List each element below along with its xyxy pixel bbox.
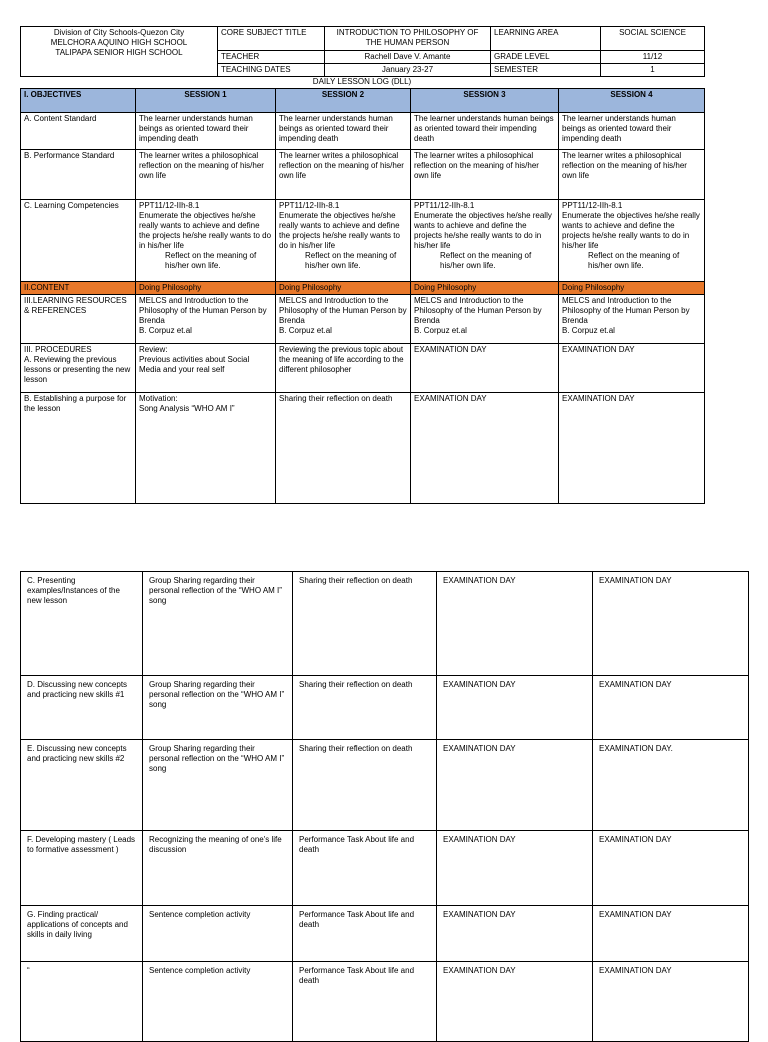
content-standard-label: A. Content Standard	[21, 113, 136, 150]
content-s2: Doing Philosophy	[276, 282, 411, 295]
competency-enumerate: Enumerate the objectives he/she really wants to achieve and define the projects he/she really wants to do in his/her life	[279, 211, 400, 250]
header-table	[20, 26, 705, 77]
content-standard-s1: The learner understands human beings as oriented toward their impending death	[136, 113, 276, 150]
row-s1: Sentence completion activity	[143, 962, 293, 1042]
row-s4: EXAMINATION DAY	[593, 831, 749, 906]
competency-enumerate: Enumerate the objectives he/she really wants to achieve and define the projects he/she really wants to do in his/her life	[139, 211, 272, 250]
performance-standard-label: B. Performance Standard	[21, 150, 136, 200]
competency-code: PPT11/12-IIh-8.1	[562, 201, 623, 210]
row-s2: Performance Task About life and death	[293, 962, 437, 1042]
resources-line-2: B. Corpuz et.al	[414, 326, 467, 335]
content-standard-s2: The learner understands human beings as oriented toward their impending death	[276, 113, 411, 150]
competency-reflect: Reflect on the meaning of his/her own life.	[165, 251, 257, 270]
semester-value: 1	[601, 64, 705, 77]
procedures-a-row	[21, 344, 705, 393]
learning-area-label: LEARNING AREA	[491, 27, 601, 51]
semester-label: SEMESTER	[491, 64, 601, 77]
competency-code: PPT11/12-IIh-8.1	[414, 201, 475, 210]
table-row	[21, 906, 749, 962]
procedures-a-s4: EXAMINATION DAY	[559, 344, 705, 393]
teacher-value: Rachell Dave V. Amante	[325, 51, 491, 64]
resources-s1	[136, 295, 276, 344]
session-4-header: SESSION 4	[559, 89, 705, 113]
performance-standard-row	[21, 150, 705, 200]
resources-line-1: MELCS and Introduction to the Philosophy of the Human Person by Brenda	[279, 296, 407, 325]
row-s1: Group Sharing regarding their personal reflection of the “WHO AM I” song	[143, 572, 293, 676]
resources-s2	[276, 295, 411, 344]
objectives-header: I. OBJECTIVES	[21, 89, 136, 113]
row-s2: Performance Task About life and death	[293, 906, 437, 962]
content-label: II.CONTENT	[21, 282, 136, 295]
procedures-b-s4: EXAMINATION DAY	[559, 393, 705, 504]
competencies-row	[21, 200, 705, 282]
review-text: Previous activities about Social Media and your real self	[139, 355, 250, 374]
session-3-header: SESSION 3	[411, 89, 559, 113]
log-title: DAILY LESSON LOG (DLL)	[312, 77, 412, 86]
performance-standard-s3: The learner writes a philosophical reflection on the meaning of his/her own life	[411, 150, 559, 200]
procedures-a-label	[21, 344, 136, 393]
procedures-b-label: B. Establishing a purpose for the lesson	[21, 393, 136, 504]
review-title: Review:	[139, 345, 168, 354]
row-s3: EXAMINATION DAY	[437, 962, 593, 1042]
table-row	[21, 572, 749, 676]
row-s1: Sentence completion activity	[143, 906, 293, 962]
learning-area-value: SOCIAL SCIENCE	[601, 27, 705, 51]
table-row	[21, 962, 749, 1042]
session-1-header: SESSION 1	[136, 89, 276, 113]
table-row	[21, 831, 749, 906]
procedures-b-s3: EXAMINATION DAY	[411, 393, 559, 504]
row-s3: EXAMINATION DAY	[437, 676, 593, 740]
row-s4: EXAMINATION DAY.	[593, 740, 749, 831]
row-s4: EXAMINATION DAY	[593, 906, 749, 962]
row-label: G. Finding practical/ applications of concepts and skills in daily living	[21, 906, 143, 962]
row-s2: Sharing their reflection on death	[293, 740, 437, 831]
content-standard-s4: The learner understands human beings as oriented toward their impending death	[559, 113, 705, 150]
resources-s4	[559, 295, 705, 344]
procedures-a-s3: EXAMINATION DAY	[411, 344, 559, 393]
school-main: MELCHORA AQUINO HIGH SCHOOL	[50, 38, 188, 47]
procedures-table-continued	[20, 571, 749, 1042]
procedures-title: III. PROCEDURES	[24, 345, 92, 354]
competency-enumerate: Enumerate the objectives he/she really wants to achieve and define the projects he/she really wants to do in his/her life	[414, 211, 552, 250]
procedures-b-s1	[136, 393, 276, 504]
row-s1: Group Sharing regarding their personal reflection on the “WHO AM I” song	[143, 676, 293, 740]
performance-standard-s1: The learner writes a philosophical reflection on the meaning of his/her own life	[136, 150, 276, 200]
row-s3: EXAMINATION DAY	[437, 906, 593, 962]
row-s4: EXAMINATION DAY	[593, 676, 749, 740]
performance-standard-s4: The learner writes a philosophical reflection on the meaning of his/her own life	[559, 150, 705, 200]
procedures-a-s1	[136, 344, 276, 393]
row-s2: Sharing their reflection on death	[293, 676, 437, 740]
row-label: D. Discussing new concepts and practicing new skills #1	[21, 676, 143, 740]
table-row	[21, 740, 749, 831]
content-s3: Doing Philosophy	[411, 282, 559, 295]
row-s3: EXAMINATION DAY	[437, 572, 593, 676]
row-s4: EXAMINATION DAY	[593, 962, 749, 1042]
resources-s3	[411, 295, 559, 344]
resources-line-2: B. Corpuz et.al	[139, 326, 192, 335]
competency-reflect: Reflect on the meaning of his/her own life.	[588, 251, 680, 270]
motivation-text: Song Analysis “WHO AM I”	[139, 404, 235, 413]
row-s2: Performance Task About life and death	[293, 831, 437, 906]
motivation-title: Motivation:	[139, 394, 178, 403]
competencies-s3	[411, 200, 559, 282]
competency-reflect: Reflect on the meaning of his/her own life.	[440, 251, 532, 270]
core-subject-value: INTRODUCTION TO PHILOSOPHY OF THE HUMAN PERSON	[325, 27, 491, 51]
resources-line-1: MELCS and Introduction to the Philosophy of the Human Person by Brenda	[139, 296, 267, 325]
lesson-log-table	[20, 88, 705, 504]
row-label: C. Presenting examples/Instances of the new lesson	[21, 572, 143, 676]
row-label: “	[21, 962, 143, 1042]
row-s4: EXAMINATION DAY	[593, 572, 749, 676]
school-senior: TALIPAPA SENIOR HIGH SCHOOL	[55, 48, 183, 57]
content-s4: Doing Philosophy	[559, 282, 705, 295]
school-division: Division of City Schools-Quezon City	[53, 28, 185, 37]
competency-code: PPT11/12-IIh-8.1	[279, 201, 340, 210]
resources-line-1: MELCS and Introduction to the Philosophy of the Human Person by Brenda	[562, 296, 690, 325]
procedures-a-s2: Reviewing the previous topic about the meaning of life according to the different philosopher	[276, 344, 411, 393]
competencies-label: C. Learning Competencies	[21, 200, 136, 282]
row-label: F. Developing mastery ( Leads to formative assessment )	[21, 831, 143, 906]
school-name	[21, 27, 218, 77]
session-2-header: SESSION 2	[276, 89, 411, 113]
content-row	[21, 282, 705, 295]
teaching-dates-label: TEACHING DATES	[218, 64, 325, 77]
competencies-s1	[136, 200, 276, 282]
resources-label: III.LEARNING RESOURCES & REFERENCES	[21, 295, 136, 344]
competency-enumerate: Enumerate the objectives he/she really wants to achieve and define the projects he/she really wants to do in his/her life	[562, 211, 700, 250]
grade-level-label: GRADE LEVEL	[491, 51, 601, 64]
row-s3: EXAMINATION DAY	[437, 740, 593, 831]
resources-line-2: B. Corpuz et.al	[279, 326, 332, 335]
row-s1: Recognizing the meaning of one's life discussion	[143, 831, 293, 906]
competency-code: PPT11/12-IIh-8.1	[139, 201, 200, 210]
competencies-s4	[559, 200, 705, 282]
teaching-dates-value: January 23-27	[325, 64, 491, 77]
performance-standard-s2: The learner writes a philosophical reflection on the meaning of his/her own life	[276, 150, 411, 200]
resources-row	[21, 295, 705, 344]
content-standard-s3: The learner understands human beings as oriented toward their impending death	[411, 113, 559, 150]
resources-line-2: B. Corpuz et.al	[562, 326, 615, 335]
row-label: E. Discussing new concepts and practicing new skills #2	[21, 740, 143, 831]
resources-line-1: MELCS and Introduction to the Philosophy of the Human Person by Brenda	[414, 296, 542, 325]
competencies-s2	[276, 200, 411, 282]
procedures-a-text: A. Reviewing the previous lessons or presenting the new lesson	[24, 355, 131, 384]
competency-reflect: Reflect on the meaning of his/her own life.	[305, 251, 397, 270]
teacher-label: TEACHER	[218, 51, 325, 64]
content-standard-row	[21, 113, 705, 150]
row-s3: EXAMINATION DAY	[437, 831, 593, 906]
core-subject-label: CORE SUBJECT TITLE	[218, 27, 325, 51]
procedures-b-s2: Sharing their reflection on death	[276, 393, 411, 504]
table-row	[21, 676, 749, 740]
row-s2: Sharing their reflection on death	[293, 572, 437, 676]
row-s1: Group Sharing regarding their personal reflection on the “WHO AM I” song	[143, 740, 293, 831]
procedures-b-row	[21, 393, 705, 504]
grade-level-value: 11/12	[601, 51, 705, 64]
content-s1: Doing Philosophy	[136, 282, 276, 295]
